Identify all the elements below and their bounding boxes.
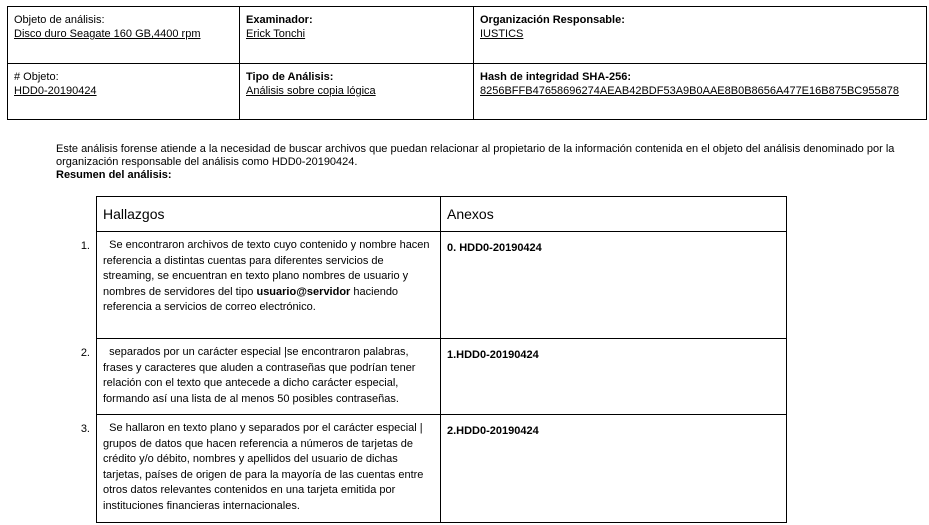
analysis-type-value: Análisis sobre copia lógica xyxy=(246,85,376,97)
object-id-cell xyxy=(8,64,240,120)
intro-paragraph xyxy=(56,143,918,182)
annex-reference: 0. HDD0-20190424 xyxy=(441,232,787,339)
finding-text: Se hallaron en texto plano y separados por el carácter especial | grupos de datos que hacen referencia a números de tarjetas de crédito y/o débito, nombres y apellidos del usuario de dichas tarjetas, países de origen de para la mayoría de las cuentas entre otros datos relevantes contenidos en una tarjeta emitida por instituciones financieras internacionales. xyxy=(97,415,441,523)
examiner-cell xyxy=(240,7,474,64)
intro-text: Este análisis forense atiende a la necesidad de buscar archivos que puedan relacionar al propietario de la información contenida en el objeto del análisis denominado por la organización responsable del análisis como HDD0-20190424. xyxy=(56,143,895,168)
row-number: 2. xyxy=(80,347,90,359)
org-value: IUSTICS xyxy=(480,28,524,40)
case-header-table xyxy=(7,6,927,120)
summary-label: Resumen del análisis: xyxy=(56,169,172,181)
object-id-label: # Objeto: xyxy=(14,71,59,83)
examiner-value: Erick Tonchi xyxy=(246,28,306,40)
row-number: 1. xyxy=(80,240,90,252)
findings-column-header: Hallazgos xyxy=(97,197,441,232)
finding-text: separados por un carácter especial |se encontraron palabras, frases y caracteres que aluden a contraseñas que podrían tener relación con el texto que antecede a dicho carácter especial, formando así una lista de al menos 50 posibles contraseñas. xyxy=(97,339,441,415)
examiner-label: Examinador: xyxy=(246,14,313,26)
annex-column-header: Anexos xyxy=(441,197,787,232)
hash-cell xyxy=(474,64,927,120)
table-row xyxy=(97,339,787,415)
findings-table xyxy=(96,196,787,523)
hash-value: 8256BFFB47658696274AEAB42BDF53A9B0AAE8B0B8656A477E16B875BC955878 xyxy=(480,85,899,97)
analysis-type-cell xyxy=(240,64,474,120)
hash-label: Hash de integridad SHA-256: xyxy=(480,71,631,83)
object-value: Disco duro Seagate 160 GB,4400 rpm xyxy=(14,28,201,40)
org-label: Organización Responsable: xyxy=(480,14,625,26)
object-id-value: HDD0-20190424 xyxy=(14,85,97,97)
org-cell xyxy=(474,7,927,64)
row-number: 3. xyxy=(80,423,90,435)
annex-reference: 2.HDD0-20190424 xyxy=(441,415,787,523)
finding-text: Se encontraron archivos de texto cuyo contenido y nombre hacen referencia a distintas cuentas para diferentes servicios de streaming, se encuentran en texto plano nombres de usuario y nombres de servidores del tipo usuario@servidor haciendo referencia a servicios de correo electrónico. xyxy=(97,232,441,339)
highlighted-term: usuario@servidor xyxy=(256,285,351,298)
object-label: Objeto de análisis: xyxy=(14,14,105,26)
object-cell xyxy=(8,7,240,64)
analysis-type-label: Tipo de Análisis: xyxy=(246,71,334,83)
table-row xyxy=(97,415,787,523)
annex-reference: 1.HDD0-20190424 xyxy=(441,339,787,415)
table-row xyxy=(97,232,787,339)
